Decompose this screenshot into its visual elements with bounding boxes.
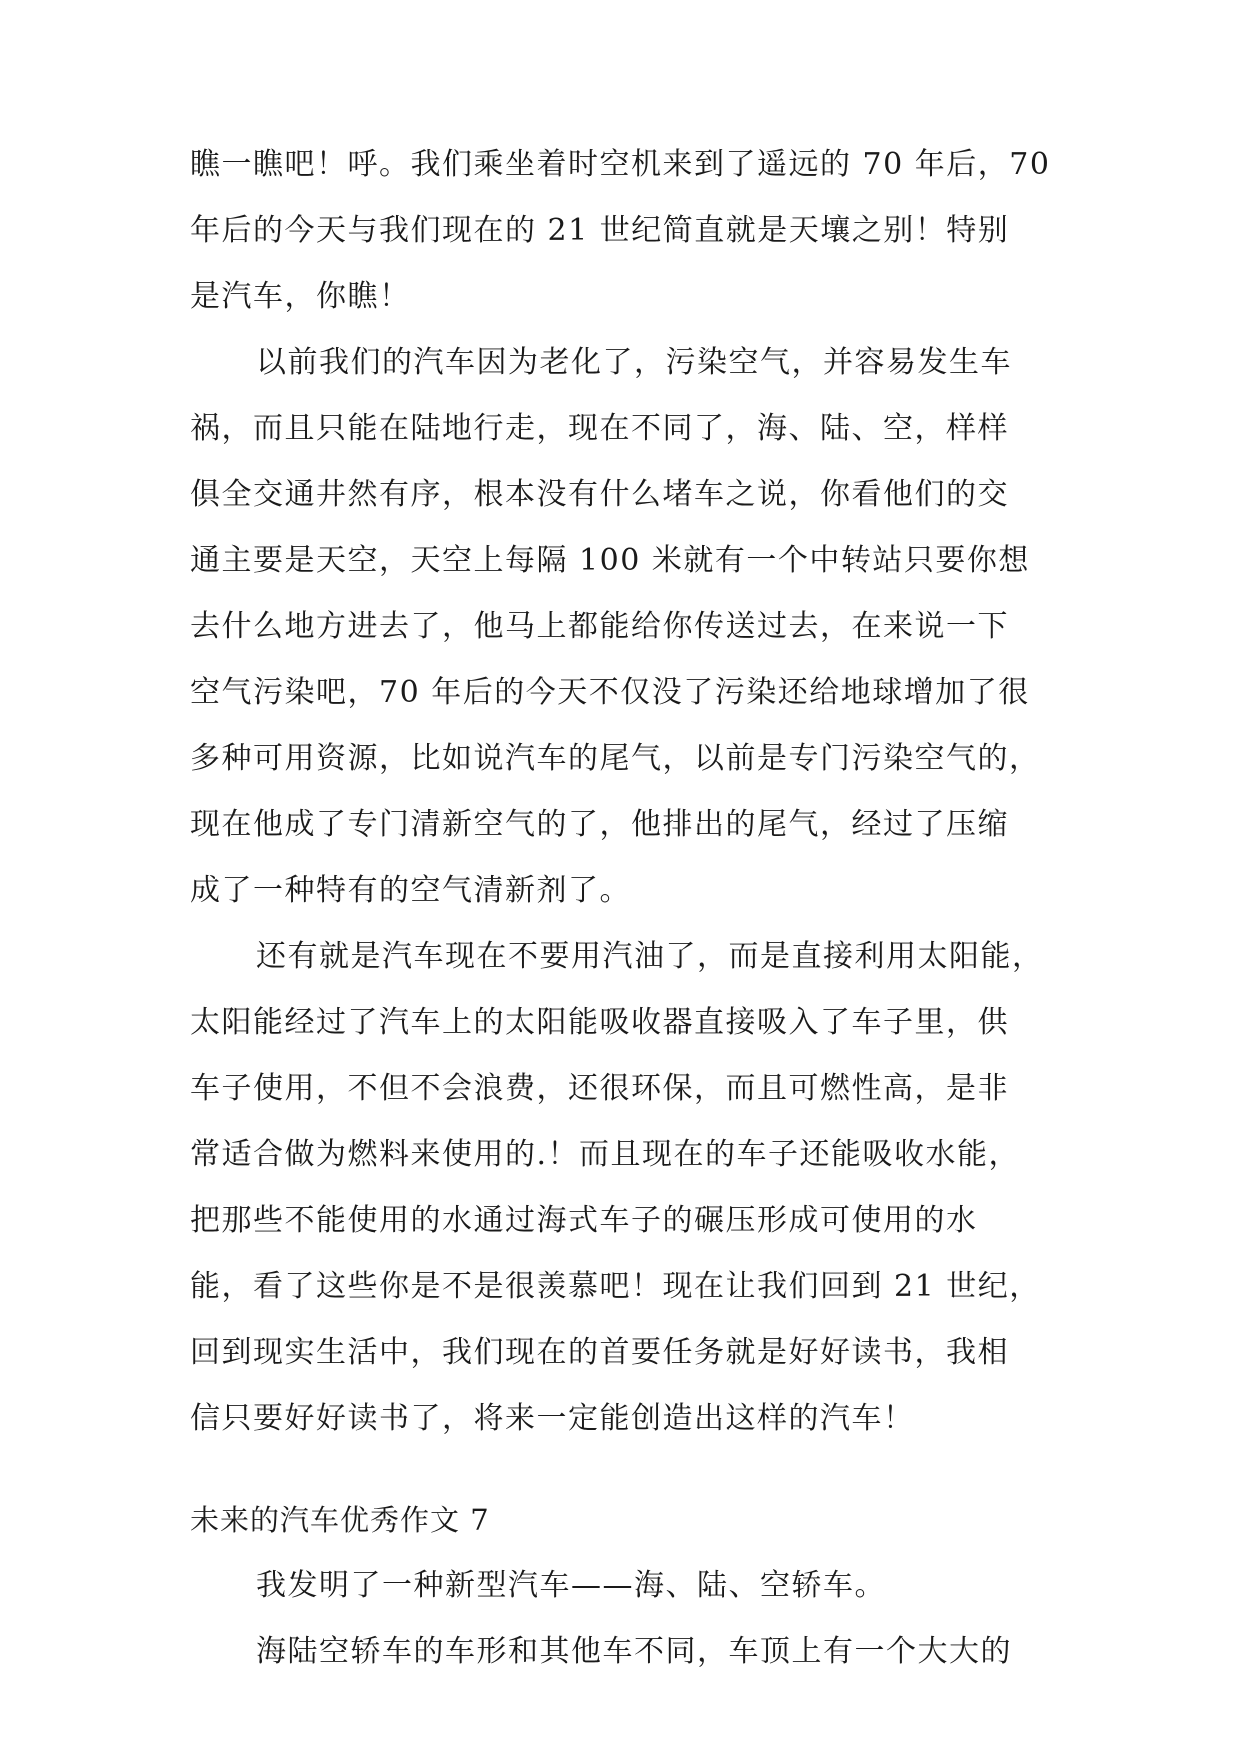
paragraph-3-line-1: 还有就是汽车现在不要用汽油了，而是直接利用太阳能，: [256, 939, 1044, 974]
paragraph-2-line-9: 成了一种特有的空气清新剂了。: [190, 873, 631, 908]
paragraph-3-line-6: 能，看了这些你是不是很羡慕吧！现在让我们回到 21 世纪，: [190, 1269, 1041, 1304]
paragraph-3-line-3: 车子使用，不但不会浪费，还很环保，而且可燃性高，是非: [190, 1071, 1009, 1106]
paragraph-1-line-1: 瞧一瞧吧！呼。我们乘坐着时空机来到了遥远的 70 年后，70: [190, 147, 1051, 182]
paragraph-4-line-1: 我发明了一种新型汽车——海、陆、空轿车。: [256, 1568, 886, 1603]
paragraph-3-line-5: 把那些不能使用的水通过海式车子的碾压形成可使用的水: [190, 1203, 978, 1238]
paragraph-3-line-4: 常适合做为燃料来使用的.！而且现在的车子还能吸收水能，: [190, 1137, 1021, 1172]
paragraph-5-line-1: 海陆空轿车的车形和其他车不同，车顶上有一个大大的: [256, 1634, 1012, 1669]
paragraph-3-line-8: 信只要好好读书了，将来一定能创造出这样的汽车！: [190, 1401, 915, 1436]
section-heading: 未来的汽车优秀作文 7: [190, 1503, 490, 1537]
paragraph-1-line-3: 是汽车，你瞧！: [190, 279, 411, 314]
paragraph-2-line-2: 祸，而且只能在陆地行走，现在不同了，海、陆、空，样样: [190, 411, 1009, 446]
paragraph-3-line-7: 回到现实生活中，我们现在的首要任务就是好好读书，我相: [190, 1335, 1009, 1370]
paragraph-2-line-1: 以前我们的汽车因为老化了，污染空气，并容易发生车: [256, 345, 1012, 380]
paragraph-2-line-6: 空气污染吧，70 年后的今天不仅没了污染还给地球增加了很: [190, 675, 1030, 710]
paragraph-2-line-8: 现在他成了专门清新空气的了，他排出的尾气，经过了压缩: [190, 807, 1009, 842]
paragraph-2-line-3: 俱全交通井然有序，根本没有什么堵车之说，你看他们的交: [190, 477, 1009, 512]
paragraph-2-line-7: 多种可用资源，比如说汽车的尾气，以前是专门污染空气的，: [190, 741, 1041, 776]
paragraph-2-line-4: 通主要是天空，天空上每隔 100 米就有一个中转站只要你想: [190, 543, 1030, 578]
paragraph-2-line-5: 去什么地方进去了，他马上都能给你传送过去，在来说一下: [190, 609, 1009, 644]
paragraph-3-line-2: 太阳能经过了汽车上的太阳能吸收器直接吸入了车子里，供: [190, 1005, 1009, 1040]
paragraph-1-line-2: 年后的今天与我们现在的 21 世纪简直就是天壤之别！特别: [190, 213, 1010, 248]
